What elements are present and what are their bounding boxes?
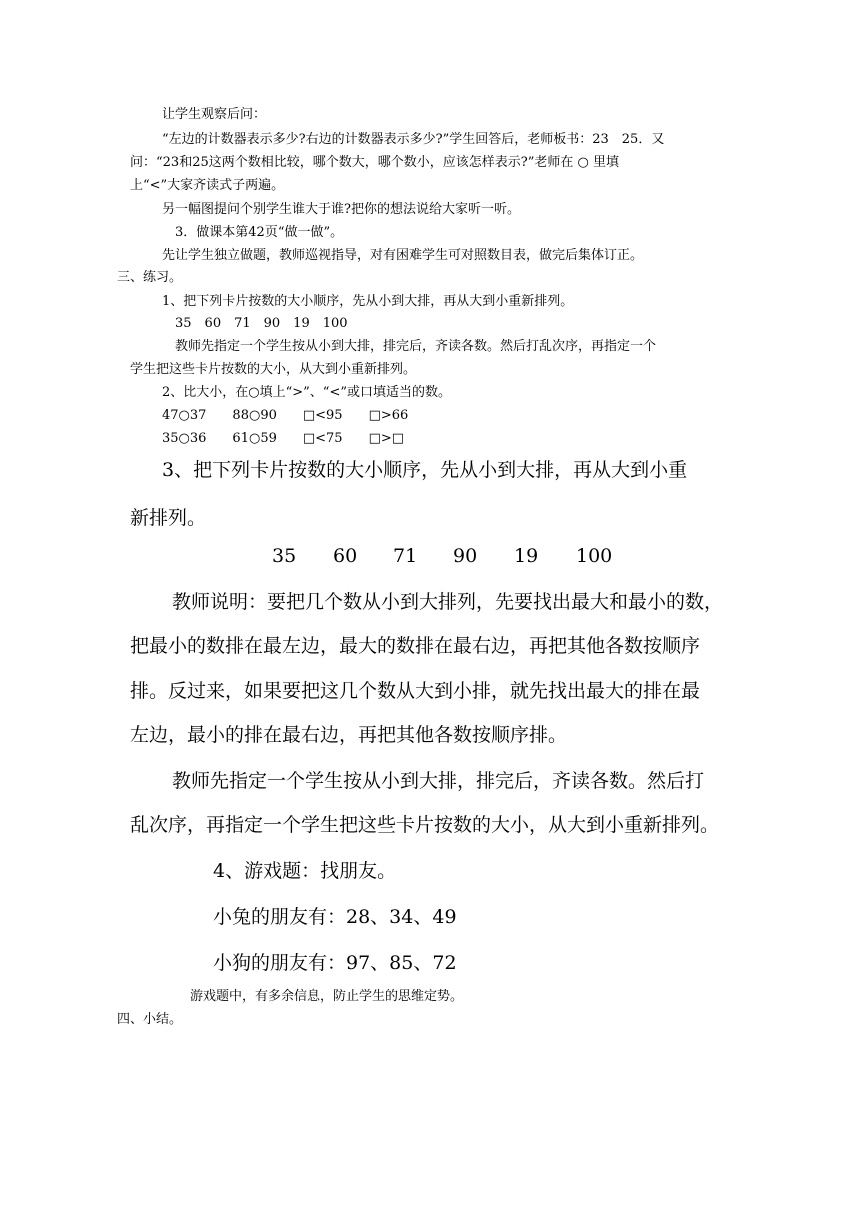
number-card: 19 [514,545,539,567]
numbers-row [0,542,860,570]
doc-line: 35○36 61○59 □<75 □>□ [162,431,405,446]
doc-line-large: 教师先指定一个学生按从小到大排，排完后，齐读各数。然后打 [172,770,705,792]
doc-line-large: 左边，最小的排在最右边，再把其他各数按顺序排。 [130,724,568,746]
doc-line: 游戏题中，有多余信息，防止学生的思维定势。 [190,989,464,1004]
number-card: 35 [272,545,297,567]
doc-line: 问：“23和25这两个数相比较，哪个数大，哪个数小，应该怎样表示?”老师在 ○ 里填 [130,155,619,170]
doc-line: 1、把下列卡片按数的大小顺序，先从小到大排，再从大到小重新排列。 [162,294,574,309]
doc-line-large: 新排列。 [130,507,207,529]
doc-line-large: 小狗的朋友有：97、85、72 [213,952,457,974]
doc-line-large: 4、游戏题：找朋友。 [213,860,397,882]
doc-line: 先让学生独立做题，教师巡视指导，对有困难学生可对照数目表，做完后集体订正。 [162,248,644,263]
doc-line: 2、比大小，在○填上“>”、“<”或口填适当的数。 [162,385,451,400]
doc-line: 让学生观察后问： [162,107,267,122]
doc-line-large: 教师说明：要把几个数从小到大排列，先要找出最大和最小的数， [172,591,724,613]
number-card: 60 [333,545,358,567]
section-heading: 三、练习。 [117,270,183,285]
doc-line-large: 乱次序，再指定一个学生把这些卡片按数的大小，从大到小重新排列。 [130,814,720,836]
doc-line: 学生把这些卡片按数的大小，从大到小重新排列。 [130,362,417,377]
doc-line: 35 60 71 90 19 100 [175,316,348,331]
doc-line: 教师先指定一个学生按从小到大排，排完后，齐读各数。然后打乱次序，再指定一个 [175,339,657,354]
doc-line: 上“<”大家齐读式子两遍。 [130,178,285,193]
doc-line: 3．做课本第42页“做一做”。 [175,225,344,240]
number-card: 71 [393,545,418,567]
doc-line-large: 把最小的数排在最左边，最大的数排在最右边，再把其他各数按顺序 [130,635,701,657]
doc-line: 47○37 88○90 □<95 □>66 [162,408,409,423]
doc-line: “左边的计数器表示多少?右边的计数器表示多少?”学生回答后，老师板书：23 25．又 [162,132,665,147]
number-card: 100 [576,545,613,567]
doc-line-large: 排。反过来，如果要把这几个数从大到小排，就先找出最大的排在最 [130,680,701,702]
doc-line-large: 小兔的朋友有：28、34、49 [213,906,457,928]
section-heading: 四、小结。 [117,1012,183,1027]
number-card: 90 [453,545,478,567]
doc-line: 另一幅图提问个别学生谁大于谁?把你的想法说给大家听一听。 [162,202,520,217]
doc-line-large: 3、把下列卡片按数的大小顺序，先从小到大排，再从大到小重 [162,459,688,481]
